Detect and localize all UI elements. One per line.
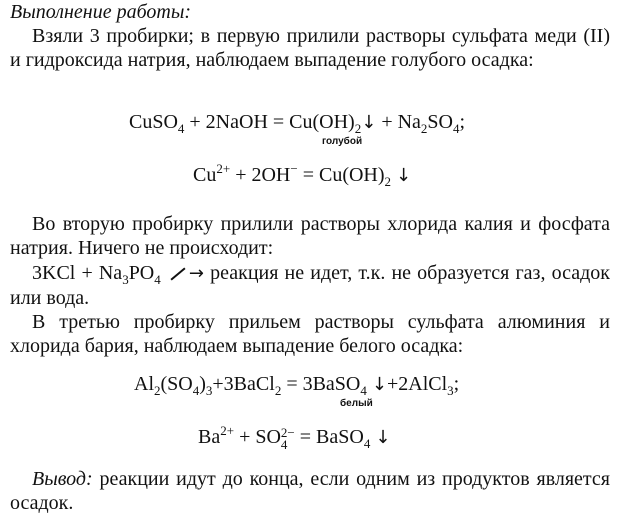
precipitate-arrow-icon: ↓	[371, 374, 387, 395]
paragraph-third-tube: В третью пробирку прильем растворы сульфата алюминия и хлорида бария, наблюдаем выпадение белого осадка:	[10, 311, 610, 357]
precipitate-arrow-icon: ↓	[375, 427, 391, 448]
paragraph-second-tube: Во вторую пробирку прилили растворы хлорида калия и фосфата натрия. Ничего не происходит:	[10, 213, 610, 259]
conclusion-text: реакции идут до конца, если одним из продуктов является осадок.	[10, 468, 610, 514]
section-heading: Выполнение работы:	[10, 1, 192, 23]
no-reaction-arrow-icon: →	[167, 262, 204, 286]
equation-no-reaction: $3KCl + Na_3PO_4$ → реакция не идет, т.к. не образуется газ, осадок или вода.	[10, 262, 610, 309]
paragraph-first-tube: Взяли 3 пробирки; в первую прилили растворы сульфата меди (II) и гидроксида натрия, наблюдаем выпадение голубого осадка:	[10, 25, 610, 71]
equation-barium-ionic: $Ba^{2+}$ + SO 2− 4 = BaSO$_4$ ↓	[198, 423, 391, 452]
equation-copper-sulfate: CuSO$_4$ + 2NaOH = $Cu(OH)_2↓ + Na_2SO_4$;	[129, 111, 466, 136]
conclusion-paragraph	[10, 467, 610, 515]
precipitate-arrow-icon: ↓	[361, 112, 377, 133]
precipitate-arrow-icon: ↓	[396, 165, 412, 186]
conclusion-label: Вывод:	[32, 468, 93, 490]
precipitate-color-note-white: белый	[340, 398, 373, 409]
equation-copper-ionic: $Cu^{2+} + 2OH^- = Cu(OH)_2$ ↓	[193, 161, 412, 189]
precipitate-color-note-blue: голубой	[322, 136, 363, 147]
equation-aluminium-sulfate: $Al_2(SO_4)_3+3BaCl_2$ = 3BaSO$_4$ ↓+2AlCl$_3$;	[134, 373, 460, 398]
